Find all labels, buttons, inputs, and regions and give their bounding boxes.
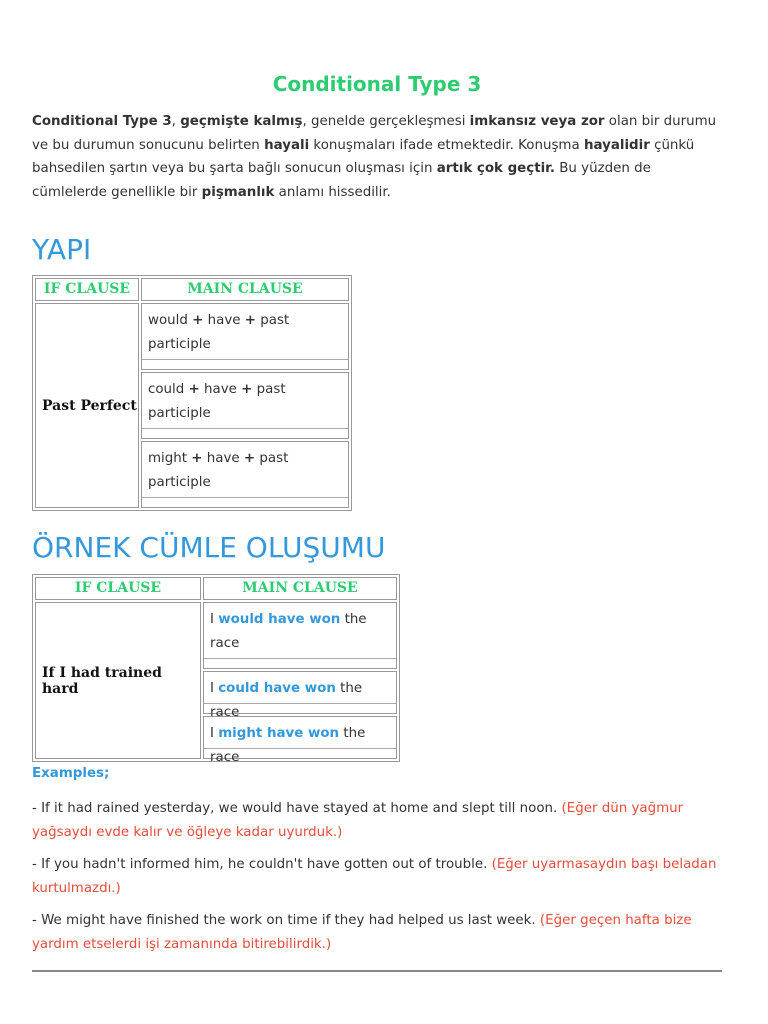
plus-sign: + — [241, 382, 253, 397]
modal-word: might — [148, 451, 188, 466]
intro-bold-text: pişmanlık — [201, 184, 275, 200]
main-clause-cell — [203, 716, 397, 765]
participle-word: past participle — [148, 451, 289, 490]
examples-heading: Examples; — [32, 766, 110, 781]
main-clause-cell — [203, 671, 397, 720]
object-phrase: the race — [210, 681, 363, 720]
main-clause-header: MAIN CLAUSE — [141, 278, 349, 301]
structure-table — [32, 275, 352, 511]
example-sentence — [32, 797, 722, 844]
if-clause-value: Past Perfect — [42, 397, 137, 414]
main-clause-header: MAIN CLAUSE — [203, 577, 397, 600]
have-word: have — [204, 382, 237, 397]
intro-bold-text: artık çok geçtir. — [436, 161, 555, 176]
cell-strip — [142, 428, 348, 438]
example-sentence — [32, 853, 722, 900]
intro-text: olan bir durumu ve bu durumun sonucunu belirten — [32, 114, 717, 153]
if-clause-cell — [35, 303, 139, 508]
intro-text: , — [171, 114, 181, 129]
cell-strip — [142, 497, 348, 507]
main-clause-cell — [141, 303, 349, 370]
have-word: have — [207, 313, 241, 328]
intro-bold-text: Conditional Type 3 — [32, 114, 172, 129]
example-turkish: (Eğer dün yağmur yağsaydı evde kalır ve öğleye kadar uyurduk.) — [32, 801, 684, 840]
cell-strip — [204, 658, 396, 668]
plus-sign: + — [243, 451, 256, 466]
main-clause-text — [142, 373, 348, 428]
horizontal-divider — [32, 970, 722, 972]
main-clause-cell — [203, 602, 397, 669]
table-row — [35, 602, 397, 669]
intro-paragraph — [32, 110, 722, 204]
table-row — [35, 303, 349, 370]
main-clause-text — [142, 442, 348, 497]
intro-text: çünkü bahsedilen şartın veya bu şarta bağlı sonucun oluşması için — [32, 137, 695, 176]
plus-sign: + — [192, 313, 204, 328]
example-turkish: (Eğer uyarmasaydın başı beladan kurtulmazdı.) — [32, 857, 717, 896]
plus-sign: + — [244, 313, 256, 328]
have-word: have — [206, 451, 240, 466]
subject-word: I — [210, 612, 219, 627]
section-heading-yapi: YAPI — [32, 233, 92, 266]
participle-word: past participle — [148, 313, 290, 352]
example-sentence — [32, 909, 722, 956]
participle-word: past participle — [148, 382, 286, 421]
verb-phrase: would have won — [218, 612, 341, 627]
main-clause-text — [142, 304, 348, 359]
main-clause-cell — [141, 372, 349, 439]
subject-word: I — [210, 681, 219, 696]
example-table — [32, 574, 400, 765]
intro-bold-text: imkansız veya zor — [469, 114, 605, 129]
example-english: - We might have finished the work on time if they had helped us last week. — [32, 913, 540, 928]
table-header-row — [35, 278, 349, 301]
verb-phrase: could have won — [218, 681, 336, 696]
main-clause-text — [204, 672, 396, 720]
main-clause-cell — [141, 441, 349, 508]
verb-phrase: might have won — [218, 726, 340, 741]
if-clause-cell — [35, 602, 201, 759]
intro-bold-text: geçmişte kalmış — [180, 114, 303, 129]
intro-text: anlamı hissedilir. — [274, 184, 391, 200]
intro-bold-text: hayalidir — [583, 137, 650, 153]
intro-text: , genelde gerçekleşmesi — [302, 114, 470, 129]
main-clause-text — [204, 603, 396, 658]
table-header-row — [35, 577, 397, 600]
object-phrase: the race — [210, 726, 366, 765]
if-clause-header: IF CLAUSE — [35, 577, 201, 600]
section-heading-ornek: ÖRNEK CÜMLE OLUŞUMU — [32, 531, 386, 564]
modal-word: would — [148, 313, 188, 328]
plus-sign: + — [188, 382, 200, 397]
subject-word: I — [210, 726, 219, 741]
object-phrase: the race — [210, 612, 367, 651]
example-english: - If it had rained yesterday, we would have stayed at home and slept till noon. — [32, 801, 562, 816]
intro-text: Bu yüzden de cümlelerde genellikle bir — [32, 161, 651, 200]
plus-sign: + — [191, 451, 203, 466]
example-turkish: (Eğer geçen hafta bize yardım etselerdi işi zamanında bitirebilirdik.) — [32, 913, 692, 952]
modal-word: could — [148, 382, 185, 397]
page-title: Conditional Type 3 — [272, 72, 482, 96]
example-english: - If you hadn't informed him, he couldn't have gotten out of trouble. — [32, 857, 492, 872]
cell-strip — [142, 359, 348, 369]
intro-bold-text: hayali — [264, 137, 310, 153]
if-clause-value: If I had trained hard — [42, 664, 162, 697]
intro-text: konuşmaları ifade etmektedir. Konuşma — [309, 137, 584, 153]
if-clause-header: IF CLAUSE — [35, 278, 139, 301]
main-clause-text — [204, 717, 396, 765]
